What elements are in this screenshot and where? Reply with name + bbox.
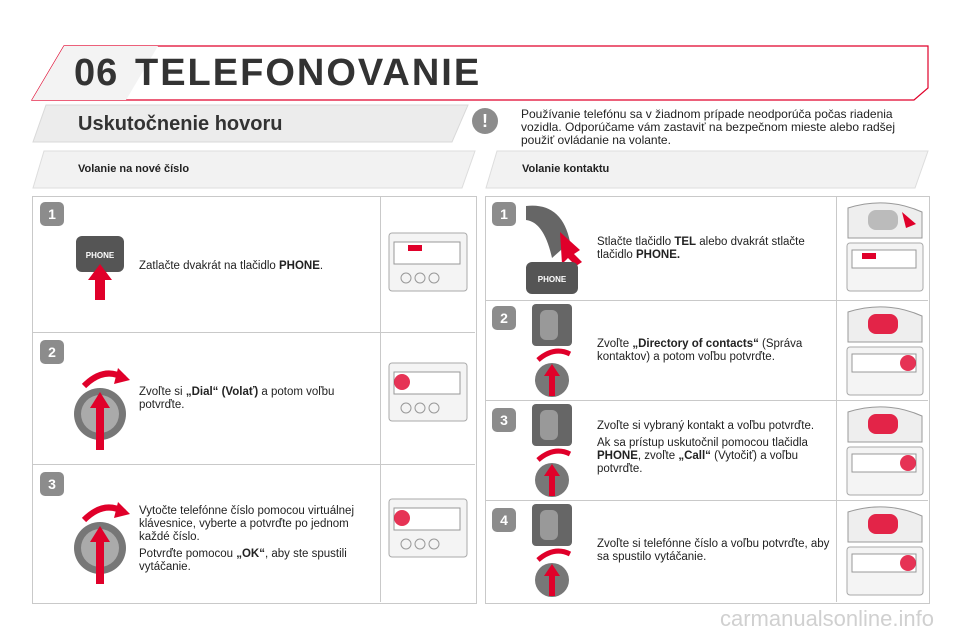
left-heading: Volanie na nové číslo: [78, 163, 190, 175]
rotary-knob-icon: [70, 360, 132, 454]
radio-unit-icon: [846, 346, 924, 396]
warning-text: Používanie telefónu sa v žiadnom prípade neodporúča počas riadenia vozidla. Odporúčame vám zastaviť na bezpečnom mieste alebo radšej použiť ovládanie na volante.: [521, 107, 896, 147]
step-number: 2: [40, 340, 64, 364]
radio-unit-icon: [388, 498, 468, 558]
steering-wheel-icon: [846, 504, 924, 544]
radio-unit-icon: [388, 362, 468, 422]
step-text: Zvoľte si telefónne číslo a voľbu potvrďte, aby sa spustilo vytáčanie.: [597, 538, 830, 563]
step-paragraph: Zvoľte si vybraný kontakt a voľbu potvrďte.: [597, 420, 815, 432]
watermark: carmanualsonline.info: [719, 606, 934, 631]
scroll-wheel-icon: [530, 402, 574, 498]
steering-stalk-icon: [522, 202, 586, 296]
scroll-wheel-icon: [530, 502, 574, 598]
step-text: [597, 420, 831, 476]
steering-wheel-icon: [846, 404, 924, 444]
step-number: 4: [492, 508, 516, 532]
radio-unit-icon: [388, 232, 468, 292]
chapter-number: 06: [74, 52, 119, 94]
radio-unit-icon: [846, 446, 924, 496]
radio-unit-icon: [846, 242, 924, 292]
step-text: Zvoľte „Directory of contacts“ (Správa kontaktov) a potom voľbu potvrďte.: [597, 338, 803, 363]
step-number: 1: [40, 202, 64, 226]
steering-wheel-icon: [846, 304, 924, 344]
step-number: 3: [40, 472, 64, 496]
right-heading: Volanie kontaktu: [522, 163, 610, 175]
phone-button-label: PHONE: [537, 275, 567, 284]
step-text: [139, 505, 369, 574]
step-number: 3: [492, 408, 516, 432]
page-title: TELEFONOVANIE: [135, 52, 482, 94]
section-title: Uskutočnenie hovoru: [78, 113, 283, 135]
step-text: Stlačte tlačidlo TEL alebo dvakrát stlačte tlačidlo PHONE.: [597, 236, 805, 261]
step-paragraph: Ak sa prístup uskutočnil pomocou tlačidla PHONE, zvoľte „Call“ (Vytočiť) a voľbu potvrďte.: [597, 437, 808, 475]
step-number: 1: [492, 202, 516, 226]
phone-button-icon: [74, 234, 128, 304]
scroll-wheel-icon: [530, 302, 574, 398]
warning-icon: !: [472, 108, 498, 134]
right-divider: [836, 196, 838, 602]
left-divider: [380, 196, 382, 602]
svg-text:PHONE: PHONE: [85, 251, 115, 260]
radio-unit-icon: [846, 546, 924, 596]
steering-wheel-icon: [846, 200, 924, 240]
step-number: 2: [492, 306, 516, 330]
step-paragraph: Potvrďte pomocou „OK“, aby ste spustili vytáčanie.: [139, 548, 347, 573]
step-paragraph: Vytočte telefónne číslo pomocou virtuálnej klávesnice, vyberte a potvrďte po jednom každé číslo.: [139, 505, 355, 543]
step-text: Zatlačte dvakrát na tlačidlo PHONE.: [139, 260, 324, 272]
step-text: Zvoľte si „Dial“ (Volať) a potom voľbu potvrďte.: [139, 386, 335, 411]
rotary-knob-icon: [70, 494, 132, 588]
